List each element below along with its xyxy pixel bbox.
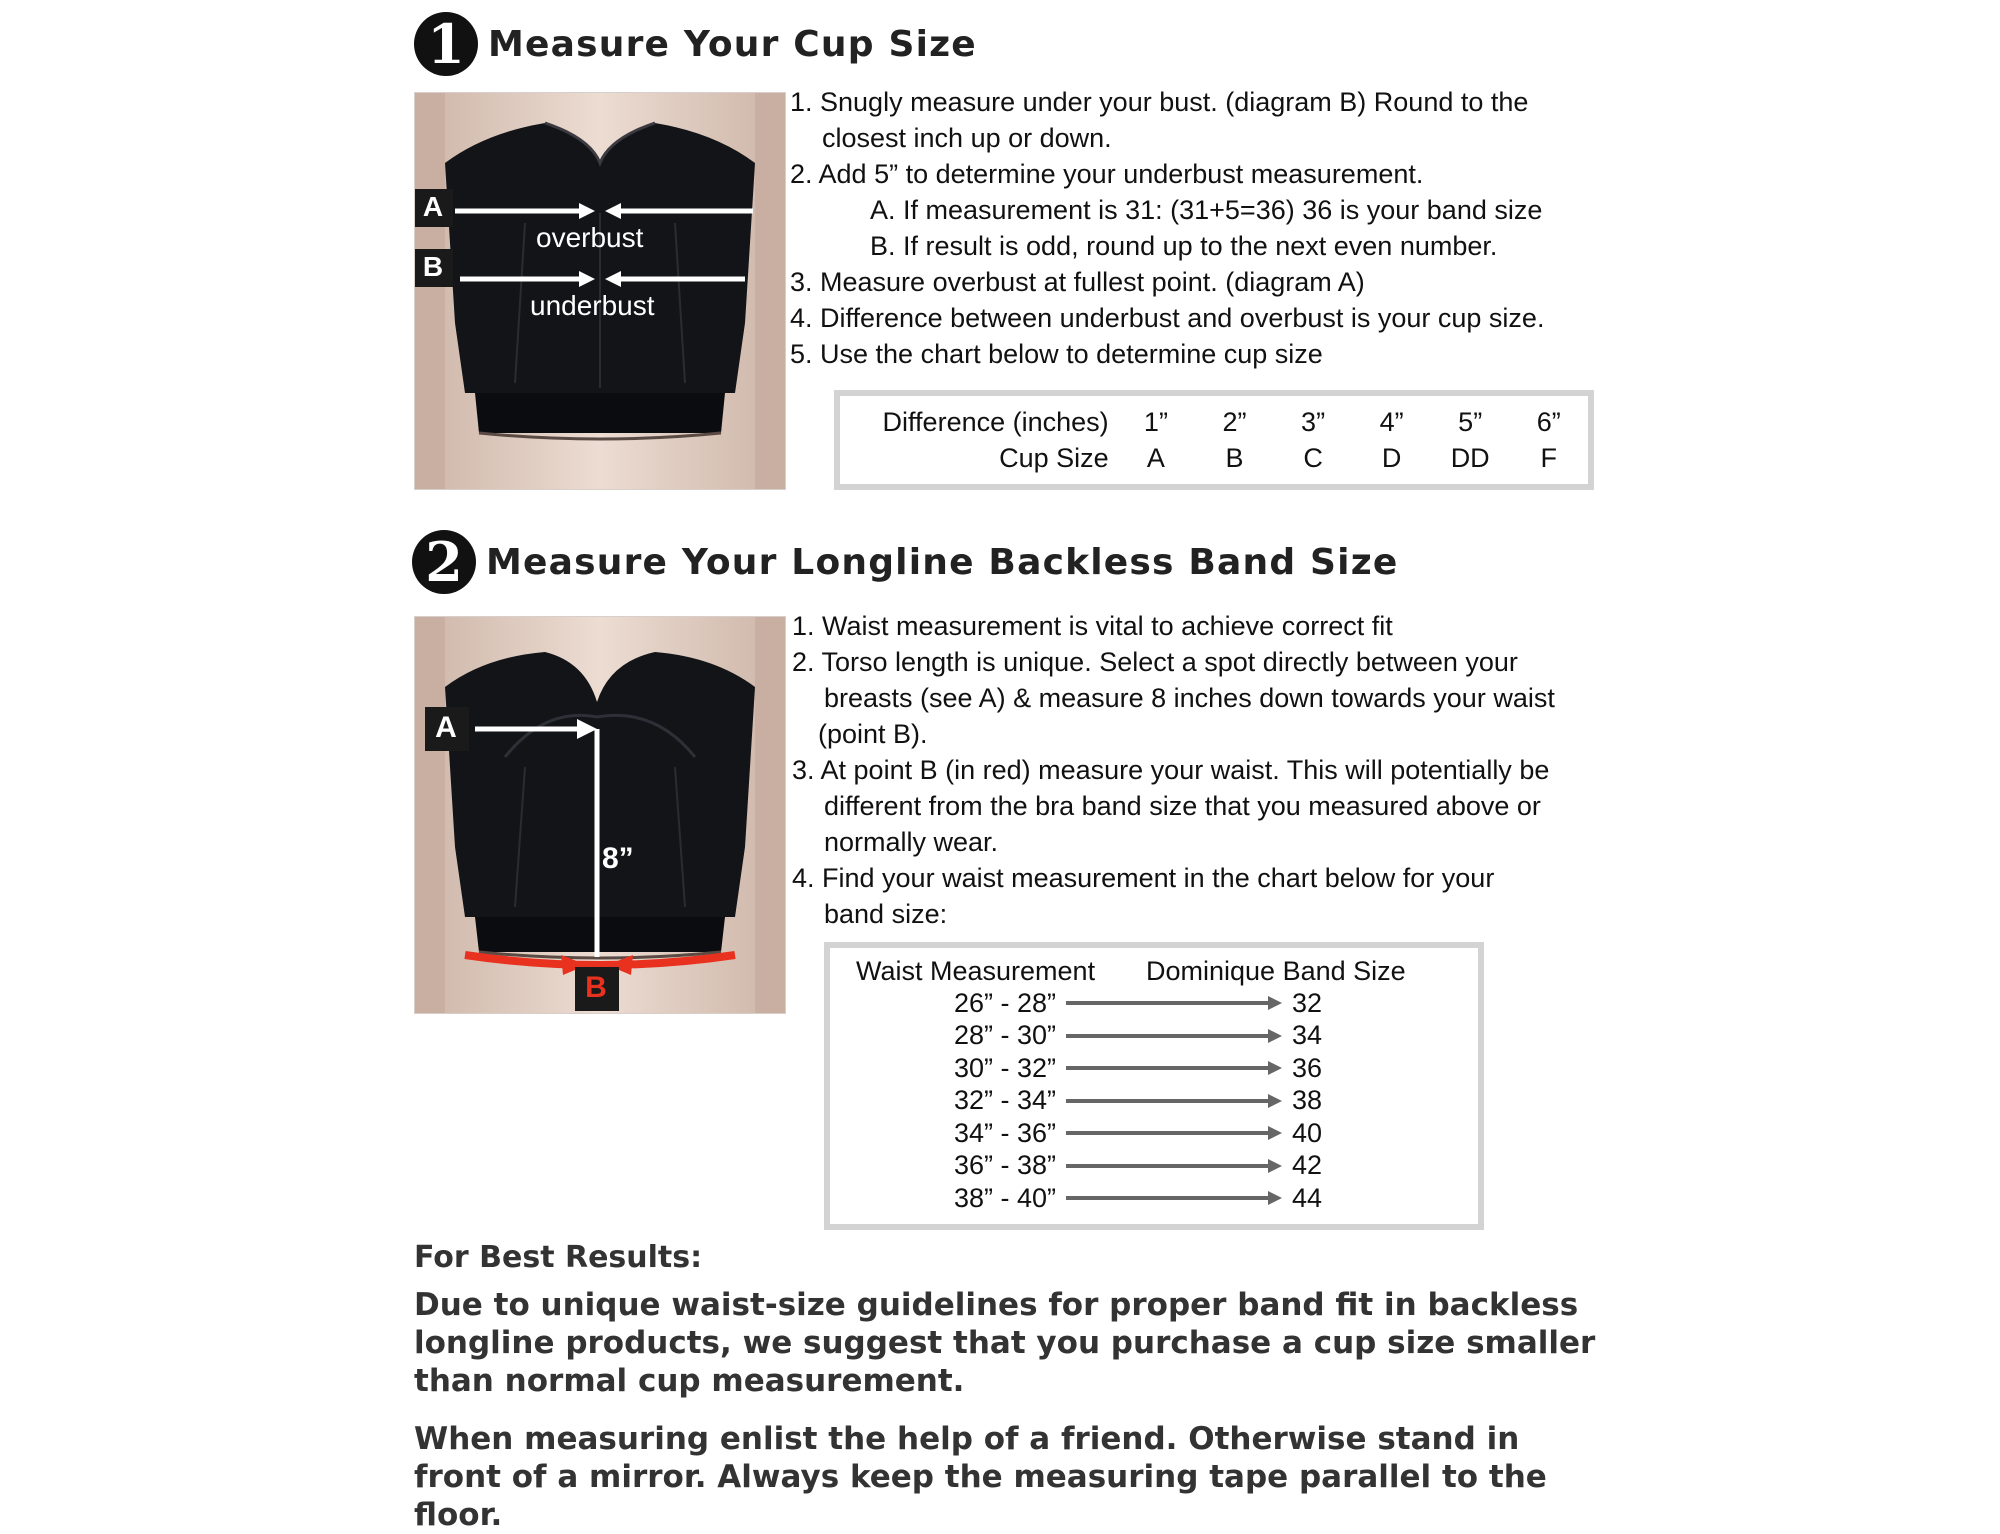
cup-size-label: Cup Size [999,443,1109,473]
marker-a: A [435,711,457,744]
cup-size-chart [834,390,1594,490]
waist-range: 32” - 34” [953,1085,1056,1116]
waist-chart-row [856,1150,1478,1183]
waist-chart-row [856,1182,1478,1215]
cup-cell: B [1225,443,1244,473]
band-size-value: 44 [1292,1182,1323,1213]
waist-range: 30” - 32” [953,1052,1056,1083]
band-step-3-cont: different from the bra band size that you measured above or [824,791,1541,821]
waist-chart-row [856,1117,1478,1150]
arrow-right-icon [1064,1186,1284,1210]
band-size-value: 36 [1292,1052,1323,1083]
marker-a: A [422,191,444,222]
cup-cell: F [1540,443,1557,473]
marker-b: B [422,251,444,282]
arrow-right-icon [1064,1089,1284,1113]
cup-cell: DD [1450,443,1490,473]
band-step-1: 1. Waist measurement is vital to achieve correct fit [792,611,1393,641]
cup-cell: A [1146,443,1165,473]
waist-chart-header [856,956,1478,987]
band-size-value: 32 [1292,987,1323,1018]
waist-range: 38” - 40” [953,1182,1056,1213]
band-size-value: 34 [1292,1020,1323,1051]
section1-header [414,12,977,76]
overbust-label: overbust [536,222,644,253]
band-size-value: 40 [1292,1117,1323,1148]
section2-header [412,530,1399,594]
waist-chart-row [856,1020,1478,1053]
waist-band-chart [824,942,1484,1230]
arrow-right-icon [1064,1024,1284,1048]
bustier-waist-illustration [415,617,785,1013]
cup-step-2a: A. If measurement is 31: (31+5=36) 36 is your band size [870,195,1543,225]
waist-chart-rows [856,987,1478,1215]
waist-column-header: Waist Measurement [856,956,1096,986]
difference-cell: 1” [1143,407,1168,437]
section1-title: Measure Your Cup Size [488,23,977,65]
difference-cell: 6” [1536,407,1561,437]
band-size-diagram [414,616,786,1014]
waist-range: 28” - 30” [953,1020,1056,1051]
band-size-value: 38 [1292,1085,1323,1116]
arrow-right-icon [1064,1056,1284,1080]
arrow-right-icon [1064,1154,1284,1178]
cup-size-instructions [790,84,1544,372]
cup-cell: D [1381,443,1402,473]
section1-number-badge: 1 [414,12,478,76]
band-column-header: Dominique Band Size [1146,956,1406,986]
band-step-3-cont: normally wear. [824,827,999,857]
cup-step-1-cont: closest inch up or down. [822,123,1112,153]
waist-chart-row [856,987,1478,1020]
waist-range: 36” - 38” [953,1150,1056,1181]
cup-step-5: 5. Use the chart below to determine cup size [790,339,1323,369]
difference-label: Difference (inches) [882,407,1109,437]
band-step-4-cont: band size: [824,899,948,929]
difference-cell: 4” [1379,407,1404,437]
cup-cell: C [1303,443,1323,473]
difference-cell: 2” [1222,407,1247,437]
section2-title: Measure Your Longline Backless Band Size [486,541,1399,583]
band-size-instructions [792,608,1555,932]
best-results-paragraph-1: Due to unique waist-size guidelines for proper band fit in backless longline products, we suggest that you purchase a cup size smaller than normal cup measurement. [414,1287,1596,1399]
band-step-2-cont: breasts (see A) & measure 8 inches down towards your waist [824,683,1555,713]
band-step-3: 3. At point B (in red) measure your waist. This will potentially be [792,755,1550,785]
arrow-right-icon [1064,991,1284,1015]
cup-step-2b: B. If result is odd, round up to the next even number. [870,231,1498,261]
difference-cell: 5” [1458,407,1483,437]
band-step-4: 4. Find your waist measurement in the chart below for your [792,863,1495,893]
arrow-right-icon [1064,1121,1284,1145]
cup-chart-difference-row [850,404,1588,440]
difference-cell: 3” [1301,407,1326,437]
cup-step-1: 1. Snugly measure under your bust. (diagram B) Round to the [790,87,1529,117]
waist-range: 34” - 36” [953,1117,1056,1148]
marker-b: B [585,971,607,1004]
waist-chart-row [856,1052,1478,1085]
waist-range: 26” - 28” [953,987,1056,1018]
waist-chart-row [856,1085,1478,1118]
band-step-2: 2. Torso length is unique. Select a spot directly between your [792,647,1518,677]
cup-step-2: 2. Add 5” to determine your underbust measurement. [790,159,1424,189]
cup-step-3: 3. Measure overbust at fullest point. (diagram A) [790,267,1365,297]
cup-step-4: 4. Difference between underbust and overbust is your cup size. [790,303,1545,333]
band-size-value: 42 [1292,1150,1323,1181]
best-results-title: For Best Results: [414,1240,703,1275]
section2-number-badge: 2 [412,530,476,594]
band-step-2-cont: (point B). [818,719,928,749]
cup-chart-cup-row [850,440,1588,476]
length-label: 8” [602,842,634,875]
best-results-paragraph-2: When measuring enlist the help of a friend. Otherwise stand in front of a mirror. Always keep the measuring tape parallel to the floor. [414,1421,1547,1533]
underbust-label: underbust [530,290,655,321]
